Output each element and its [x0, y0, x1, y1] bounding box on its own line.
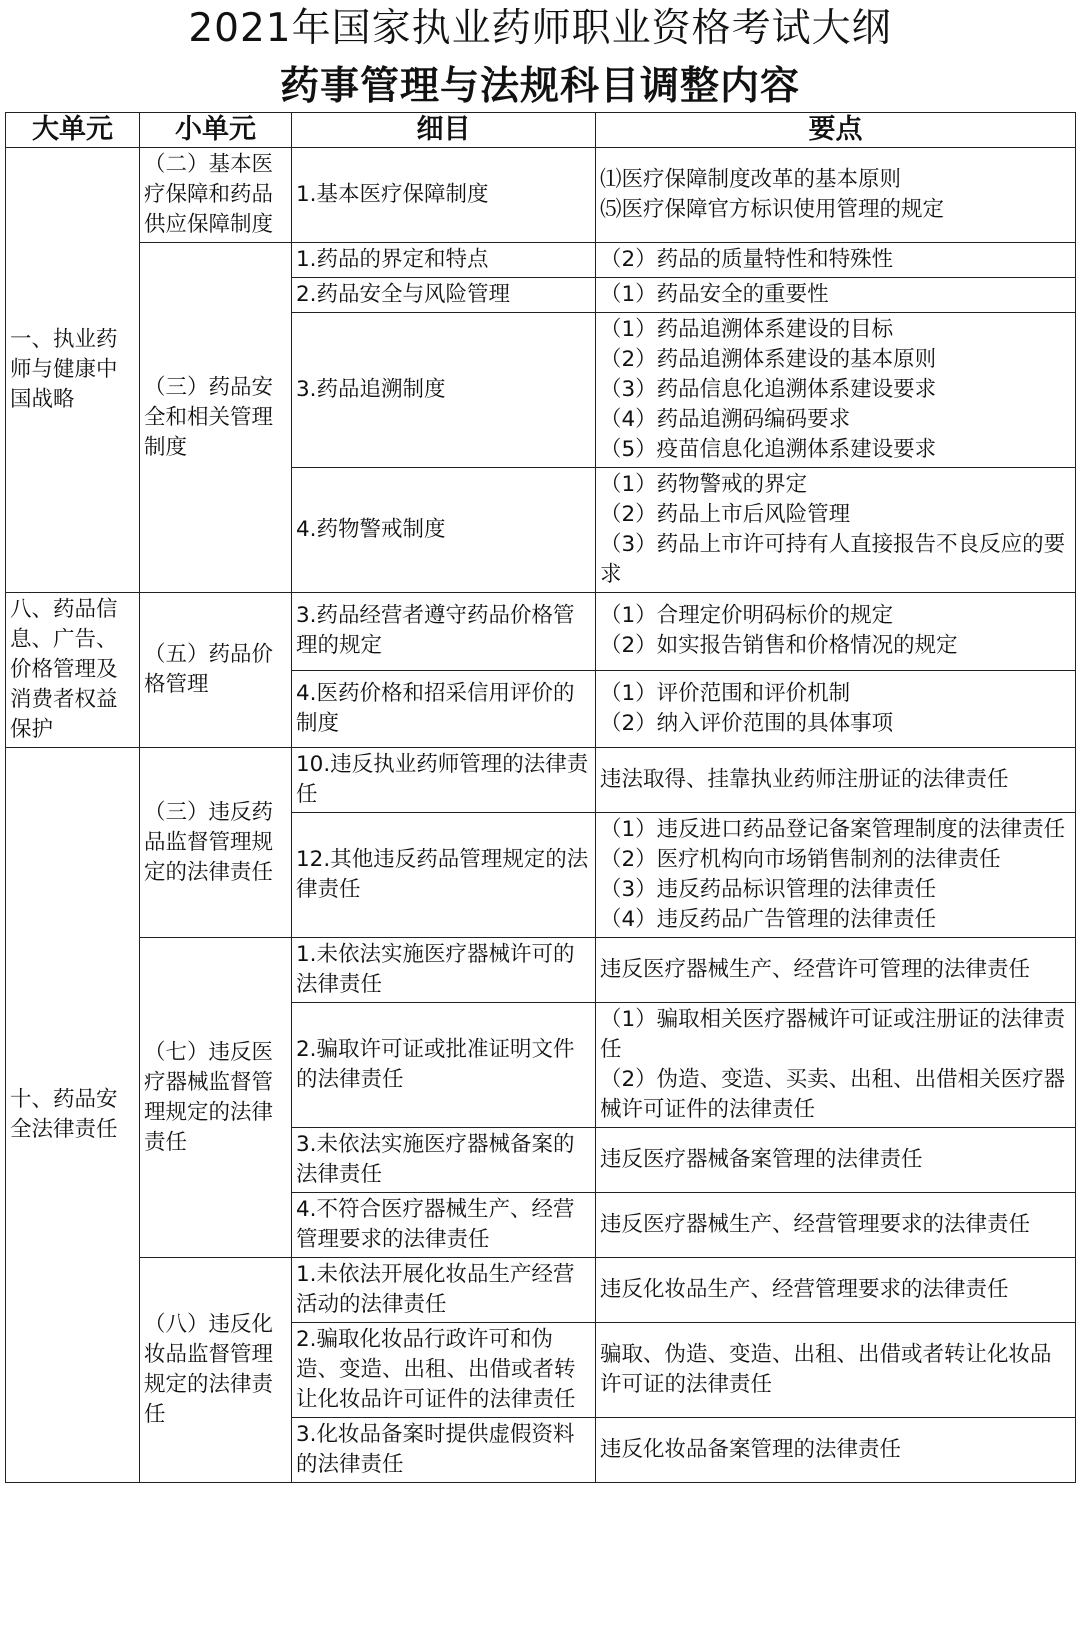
points-cell — [596, 938, 1076, 1003]
point-line: 违反医疗器械生产、经营许可管理的法律责任 — [600, 957, 1031, 982]
table-row — [6, 593, 1076, 671]
point-line: （3）药品上市许可持有人直接报告不良反应的要求 — [600, 532, 1066, 587]
big-unit-cell: 一、执业药师与健康中国战略 — [6, 148, 140, 593]
detail-cell: 4.医药价格和招采信用评价的制度 — [292, 670, 596, 748]
point-line: （4）药品追溯码编码要求 — [600, 407, 851, 432]
points-cell — [596, 468, 1076, 593]
detail-cell: 4.不符合医疗器械生产、经营管理要求的法律责任 — [292, 1193, 596, 1258]
points-cell — [596, 1418, 1076, 1483]
point-line: ⑴医疗保障制度改革的基本原则 — [600, 167, 902, 192]
point-line: ⑸医疗保障官方标识使用管理的规定 — [600, 197, 945, 222]
detail-cell: 1.药品的界定和特点 — [292, 243, 596, 278]
points-cell — [596, 670, 1076, 748]
header-big-unit: 大单元 — [6, 113, 140, 148]
point-line: 违反化妆品备案管理的法律责任 — [600, 1437, 902, 1462]
detail-cell: 1.未依法实施医疗器械许可的法律责任 — [292, 938, 596, 1003]
points-cell — [596, 813, 1076, 938]
detail-cell: 3.药品经营者遵守药品价格管理的规定 — [292, 593, 596, 671]
syllabus-table — [5, 112, 1076, 1483]
point-line: （5）疫苗信息化追溯体系建设要求 — [600, 437, 937, 462]
point-line: （1）药品追溯体系建设的目标 — [600, 317, 894, 342]
points-cell — [596, 1193, 1076, 1258]
header-row — [6, 113, 1076, 148]
header-points: 要点 — [596, 113, 1076, 148]
points-cell — [596, 593, 1076, 671]
point-line: （2）纳入评价范围的具体事项 — [600, 710, 894, 736]
table-body — [6, 148, 1076, 1483]
point-line: （2）如实报告销售和价格情况的规定 — [600, 633, 958, 659]
small-unit-cell: （五）药品价格管理 — [140, 593, 292, 748]
detail-cell: 1.基本医疗保障制度 — [292, 148, 596, 243]
points-cell — [596, 243, 1076, 278]
point-line: （1）骗取相关医疗器械许可证或注册证的法律责任 — [600, 1007, 1066, 1062]
big-unit-cell: 十、药品安全法律责任 — [6, 748, 140, 1483]
points-cell — [596, 1003, 1076, 1128]
point-line: （3）药品信息化追溯体系建设要求 — [600, 377, 937, 402]
point-line: （1）合理定价明码标价的规定 — [600, 603, 894, 629]
small-unit-cell: （七）违反医疗器械监督管理规定的法律责任 — [140, 938, 292, 1258]
point-line: 骗取、伪造、变造、出租、出借或者转让化妆品许可证的法律责任 — [600, 1342, 1052, 1397]
table-row — [6, 148, 1076, 243]
detail-cell: 3.化妆品备案时提供虚假资料的法律责任 — [292, 1418, 596, 1483]
point-line: （1）违反进口药品登记备案管理制度的法律责任 — [600, 817, 1066, 842]
detail-cell: 1.未依法开展化妆品生产经营活动的法律责任 — [292, 1258, 596, 1323]
point-line: （2）药品的质量特性和特殊性 — [600, 247, 894, 272]
header-detail: 细目 — [292, 113, 596, 148]
table-row — [6, 748, 1076, 813]
table-row — [6, 1258, 1076, 1323]
table-row — [6, 938, 1076, 1003]
detail-cell: 3.药品追溯制度 — [292, 313, 596, 468]
small-unit-cell: （八）违反化妆品监督管理规定的法律责任 — [140, 1258, 292, 1483]
point-line: （1）评价范围和评价机制 — [600, 680, 851, 706]
points-cell — [596, 148, 1076, 243]
points-cell — [596, 1323, 1076, 1418]
point-line: （2）药品追溯体系建设的基本原则 — [600, 347, 937, 372]
points-cell — [596, 313, 1076, 468]
points-cell — [596, 278, 1076, 313]
big-unit-cell: 八、药品信息、广告、价格管理及消费者权益保护 — [6, 593, 140, 748]
small-unit-cell: （二）基本医疗保障和药品供应保障制度 — [140, 148, 292, 243]
detail-cell: 4.药物警戒制度 — [292, 468, 596, 593]
small-unit-cell: （三）违反药品监督管理规定的法律责任 — [140, 748, 292, 938]
detail-cell: 2.骗取许可证或批准证明文件的法律责任 — [292, 1003, 596, 1128]
point-line: （4）违反药品广告管理的法律责任 — [600, 907, 937, 932]
header-small-unit: 小单元 — [140, 113, 292, 148]
points-cell — [596, 1128, 1076, 1193]
point-line: （2）医疗机构向市场销售制剂的法律责任 — [600, 847, 1001, 872]
small-unit-cell: （三）药品安全和相关管理制度 — [140, 243, 292, 593]
page-title-line2: 药事管理与法规科目调整内容 — [279, 64, 800, 109]
page-title-line1: 2021年国家执业药师职业资格考试大纲 — [188, 6, 892, 51]
detail-cell: 12.其他违反药品管理规定的法律责任 — [292, 813, 596, 938]
detail-cell: 10.违反执业药师管理的法律责任 — [292, 748, 596, 813]
point-line: 违反化妆品生产、经营管理要求的法律责任 — [600, 1277, 1009, 1302]
point-line: （1）药物警戒的界定 — [600, 472, 808, 497]
detail-cell: 2.骗取化妆品行政许可和伪造、变造、出租、出借或者转让化妆品许可证件的法律责任 — [292, 1323, 596, 1418]
point-line: （2）药品上市后风险管理 — [600, 502, 851, 527]
point-line: （1）药品安全的重要性 — [600, 282, 829, 307]
points-cell — [596, 1258, 1076, 1323]
points-cell — [596, 748, 1076, 813]
detail-cell: 3.未依法实施医疗器械备案的法律责任 — [292, 1128, 596, 1193]
point-line: 违反医疗器械备案管理的法律责任 — [600, 1147, 923, 1172]
point-line: 违反医疗器械生产、经营管理要求的法律责任 — [600, 1212, 1031, 1237]
point-line: （3）违反药品标识管理的法律责任 — [600, 877, 937, 902]
detail-cell: 2.药品安全与风险管理 — [292, 278, 596, 313]
table-row — [6, 243, 1076, 278]
point-line: 违法取得、挂靠执业药师注册证的法律责任 — [600, 767, 1009, 792]
point-line: （2）伪造、变造、买卖、出租、出借相关医疗器械许可证件的法律责任 — [600, 1067, 1066, 1122]
